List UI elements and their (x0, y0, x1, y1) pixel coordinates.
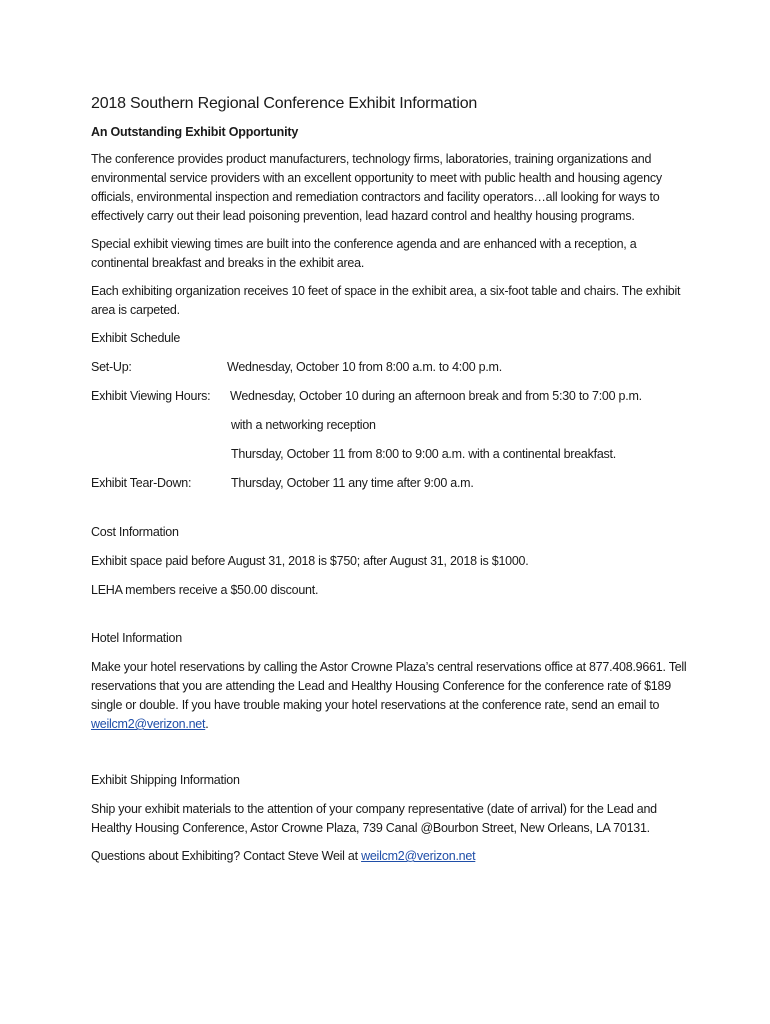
hotel-paragraph-text: Make your hotel reservations by calling the Astor Crowne Plaza’s central reservations office at 877.408.9661. Tell reservations that you are attending the Lead and Healthy Housing Conference for the conference rate of $189 single or double. If you have trouble making your hotel reservations at the conference rate, send an email to (91, 660, 687, 712)
hotel-paragraph-end: . (205, 717, 209, 731)
viewing-paragraph: Special exhibit viewing times are built into the conference agenda and are enhanced with a reception, a continental breakfast and breaks in the exhibit area. (91, 237, 637, 270)
setup-label: Set-Up: (91, 360, 132, 374)
questions-email-link[interactable]: weilcm2@verizon.net (361, 849, 476, 863)
schedule-viewing-row (91, 387, 691, 406)
questions-line (91, 847, 691, 866)
hotel-paragraph (91, 658, 691, 734)
viewing-value-2: with a networking reception (231, 418, 376, 432)
viewing-value-3: Thursday, October 11 from 8:00 to 9:00 a.m. with a continental breakfast. (231, 447, 616, 461)
hotel-heading: Hotel Information (91, 631, 182, 645)
document-page (91, 92, 691, 875)
schedule-viewing-row-3 (91, 445, 691, 464)
schedule-heading: Exhibit Schedule (91, 331, 181, 345)
document-subtitle: An Outstanding Exhibit Opportunity (91, 125, 299, 139)
schedule-setup-row (91, 358, 691, 377)
schedule-viewing-row-2 (91, 416, 691, 435)
intro-paragraph: The conference provides product manufacturers, technology firms, laboratories, training organizations and environmental service providers with an excellent opportunity to meet with public health and housing agency officials, environmental inspection and remediation contractors and facility operators…all looking for ways to effectively carry out their lead poisoning prevention, lead hazard control and healthy housing programs. (91, 152, 662, 223)
space-paragraph: Each exhibiting organization receives 10 feet of space in the exhibit area, a six-foot table and chairs. The exhibit area is carpeted. (91, 284, 681, 317)
viewing-label: Exhibit Viewing Hours: (91, 389, 211, 403)
setup-value: Wednesday, October 10 from 8:00 a.m. to 4:00 p.m. (227, 360, 502, 374)
cost-heading: Cost Information (91, 525, 179, 539)
cost-line-2: LEHA members receive a $50.00 discount. (91, 583, 319, 597)
cost-line-1: Exhibit space paid before August 31, 2018 is $750; after August 31, 2018 is $1000. (91, 554, 529, 568)
teardown-label: Exhibit Tear-Down: (91, 476, 192, 490)
hotel-email-link[interactable]: weilcm2@verizon.net (91, 717, 206, 731)
shipping-paragraph: Ship your exhibit materials to the attention of your company representative (date of arrival) for the Lead and Healthy Housing Conference, Astor Crowne Plaza, 739 Canal @Bourbon Street, New Orleans, LA 70131. (91, 802, 657, 835)
schedule-teardown-row (91, 474, 691, 493)
viewing-value-1: Wednesday, October 10 during an afternoon break and from 5:30 to 7:00 p.m. (230, 389, 642, 403)
teardown-value: Thursday, October 11 any time after 9:00 a.m. (231, 476, 474, 490)
document-title: 2018 Southern Regional Conference Exhibit Information (91, 95, 478, 112)
shipping-heading: Exhibit Shipping Information (91, 773, 240, 787)
questions-text: Questions about Exhibiting? Contact Steve Weil at (91, 849, 362, 863)
